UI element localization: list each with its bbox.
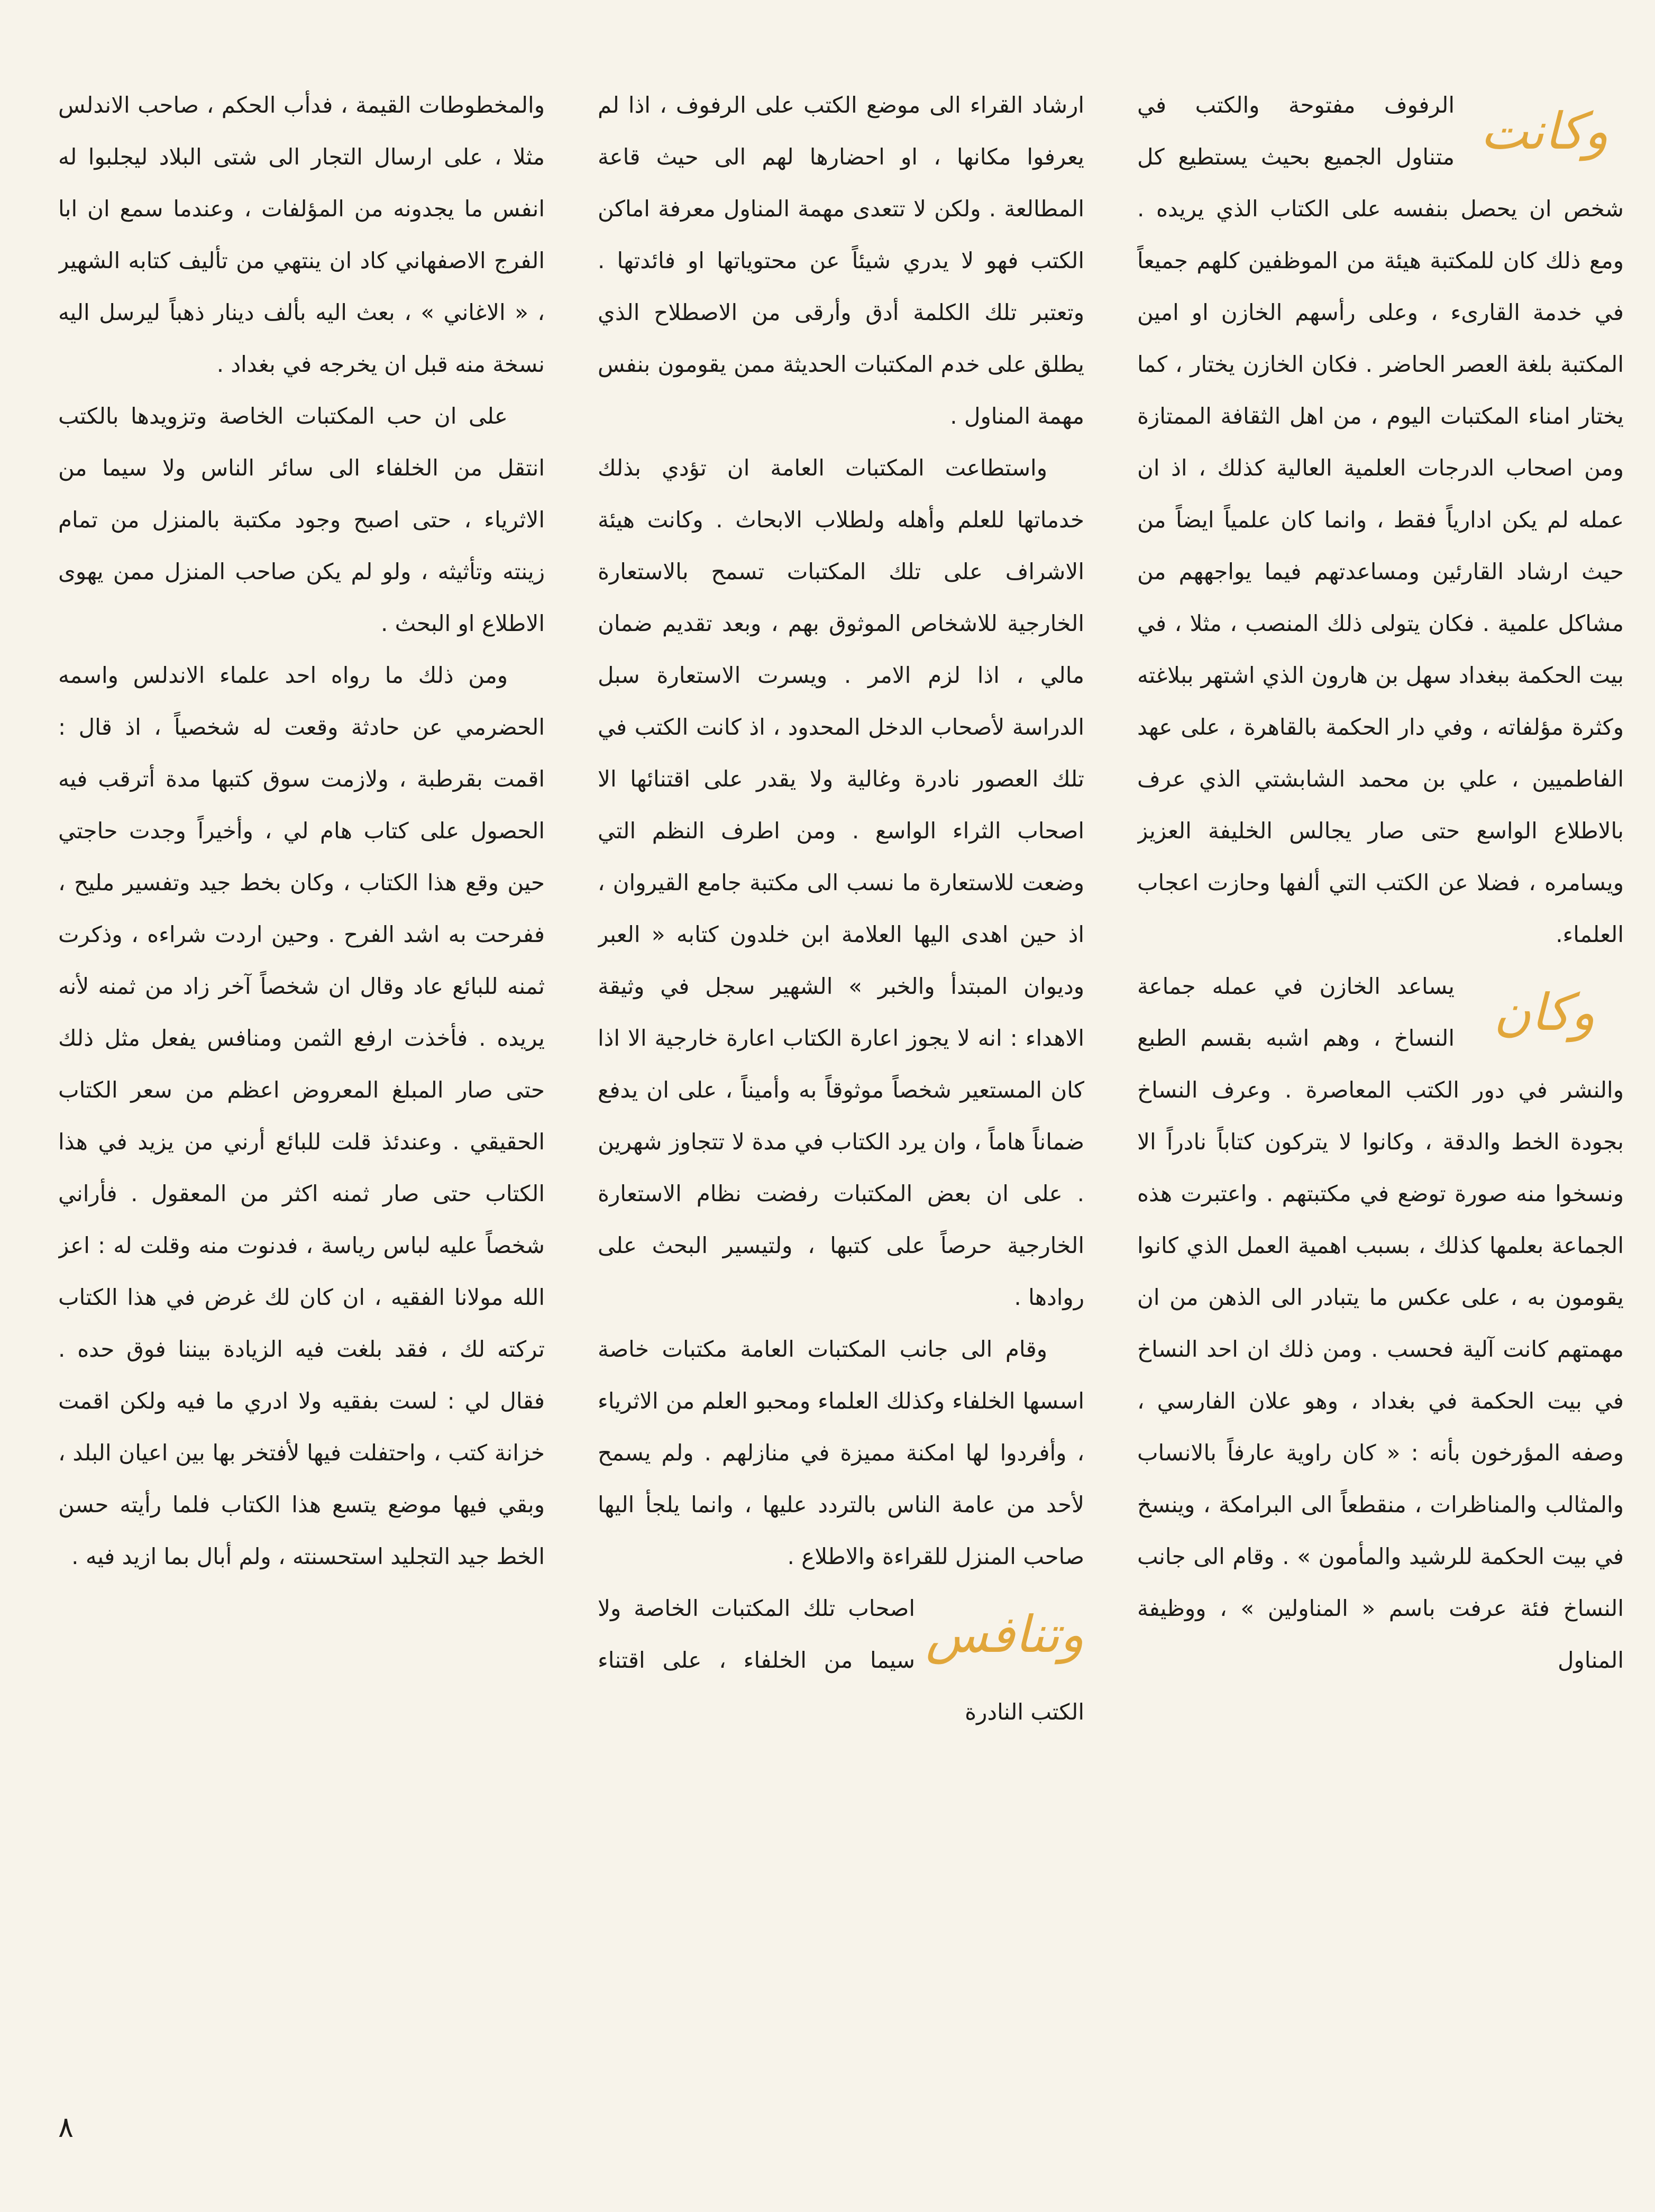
text-column-left (58, 79, 545, 2089)
text-column-middle (598, 79, 1084, 2089)
page-number: ٨ (58, 2110, 74, 2144)
paragraph: والمخطوطات القيمة ، فدأب الحكم ، صاحب الاندلس مثلا ، على ارسال التجار الى شتى البلاد ليجلبوا له انفس ما يجدونه من المؤلفات ، وعندما سمع ان ابا الفرج الاصفهاني كاد ان ينتهي من تأليف كتابه الشهير ، « الاغاني » ، بعث اليه بألف دينار ذهباً ليرسل اليه نسخة منه قبل ان يخرجه في بغداد . (58, 92, 545, 377)
decorative-initial-word: وتنافس (926, 1605, 1084, 1664)
paragraph: اصحاب تلك المكتبات الخاصة ولا سيما من الخلفاء ، على اقتناء الكتب النادرة (598, 1595, 1084, 1725)
paragraph: ومن ذلك ما رواه احد علماء الاندلس واسمه الحضرمي عن حادثة وقعت له شخصياً ، اذ قال : اقمت بقرطبة ، ولازمت سوق كتبها مدة أترقب فيه الحصول على كتاب هام لي ، وأخيراً وجدت حاجتي حين وقع هذا الكتاب ، وكان بخط جيد وتفسير مليح ، ففرحت به اشد الفرح . وحين اردت شراءه ، وذكرت ثمنه للبائع عاد وقال ان شخصاً آخر زاد من ثمنه لأنه يريده . فأخذت ارفع الثمن ومنافس يفعل مثل ذلك حتى صار المبلغ المعروض اعظم من سعر الكتاب الحقيقي . وعندئذ قلت للبائع أرني من يزيد في هذا الكتاب حتى صار ثمنه اكثر من المعقول . فأراني شخصاً عليه لباس رياسة ، فدنوت منه وقلت له : اعز الله مولانا الفقيه ، ان كان لك غرض في هذا الكتاب تركته لك ، فقد بلغت فيه الزيادة بيننا فوق حده . فقال لي : لست بفقيه ولا ادري ما فيه ولكن اقمت خزانة كتب ، واحتفلت فيها لأفتخر بها بين اعيان البلد ، وبقي فيها موضع يتسع هذا الكتاب فلما رأيته حسن الخط جيد التجليد استحسنته ، ولم أبال بما ازيد فيه . (58, 662, 545, 1569)
text-column-right (1137, 79, 1624, 2089)
paragraph: على ان حب المكتبات الخاصة وتزويدها بالكتب انتقل من الخلفاء الى سائر الناس ولا سيما من الاثرياء ، حتى اصبح وجود مكتبة بالمنزل من تمام زينته وتأثيثه ، ولو لم يكن صاحب المنزل ممن يهوى الاطلاع او البحث . (58, 403, 545, 636)
paragraph: يساعد الخازن في عمله جماعة النساخ ، وهم اشبه بقسم الطبع والنشر في دور الكتب المعاصرة . وعرف النساخ بجودة الخط والدقة ، وكانوا لا يتركون كتاباً نادراً الا ونسخوا منه صورة توضع في مكتبتهم . واعتبرت هذه الجماعة بعلمها كذلك ، بسبب اهمية العمل الذي كانوا يقومون به ، على عكس ما يتبادر الى الذهن من ان مهمتهم كانت آلية فحسب . ومن ذلك ان احد النساخ في بيت الحكمة في بغداد ، وهو علان الفارسي ، وصفه المؤرخون بأنه : « كان راوية عارفاً بالانساب والمثالب والمناظرات ، منقطعاً الى البرامكة ، وينسخ في بيت الحكمة للرشيد والمأمون » . وقام الى جانب النساخ فئة عرفت باسم « المناولين » ، ووظيفة المناول (1137, 973, 1624, 1673)
paragraph: الرفوف مفتوحة والكتب في متناول الجميع بحيث يستطيع كل شخص ان يحصل بنفسه على الكتاب الذي يريده . ومع ذلك كان للمكتبة هيئة من الموظفين كلهم جميعاً في خدمة القارىء ، وعلى رأسهم الخازن او امين المكتبة بلغة العصر الحاضر . فكان الخازن يختار ، كما يختار امناء المكتبات اليوم ، من اهل الثقافة الممتازة ومن اصحاب الدرجات العلمية العالية كذلك ، اذ ان عمله لم يكن ادارياً فقط ، وانما كان علمياً ايضاً من حيث ارشاد القارئين ومساعدتهم فيما يواجههم من مشاكل علمية . فكان يتولى ذلك المنصب ، مثلا ، في بيت الحكمة ببغداد سهل بن هارون الذي اشتهر ببلاغته وكثرة مؤلفاته ، وفي دار الحكمة بالقاهرة ، على عهد الفاطميين ، علي بن محمد الشابشتي الذي عرف بالاطلاع الواسع حتى صار يجالس الخليفة العزيز ويسامره ، فضلا عن الكتب التي ألفها وحازت اعجاب العلماء. (1137, 92, 1624, 947)
paragraph: وقام الى جانب المكتبات العامة مكتبات خاصة اسسها الخلفاء وكذلك العلماء ومحبو العلم من الاثرياء ، وأفردوا لها امكنة مميزة في منازلهم . ولم يسمح لأحد من عامة الناس بالتردد عليها ، وانما يلجأ اليها صاحب المنزل للقراءة والاطلاع . (598, 1336, 1084, 1569)
decorative-initial-word: وكانت (1480, 102, 1609, 161)
paragraph: واستطاعت المكتبات العامة ان تؤدي بذلك خدماتها للعلم وأهله ولطلاب الابحاث . وكانت هيئة الاشراف على تلك المكتبات تسمح بالاستعارة الخارجية للاشخاص الموثوق بهم ، وبعد تقديم ضمان مالي ، اذا لزم الامر . ويسرت الاستعارة سبل الدراسة لأصحاب الدخل المحدود ، اذ كانت الكتب في تلك العصور نادرة وغالية ولا يقدر على اقتنائها الا اصحاب الثراء الواسع . ومن اطرف النظم التي وضعت للاستعارة ما نسب الى مكتبة جامع القيروان ، اذ حين اهدى اليها العلامة ابن خلدون كتابه « العبر وديوان المبتدأ والخبر » الشهير سجل في وثيقة الاهداء : انه لا يجوز اعارة الكتاب اعارة خارجية الا اذا كان المستعير شخصاً موثوقاً به وأميناً ، على ان يدفع ضماناً هاماً ، وان يرد الكتاب في مدة لا تتجاوز شهرين . على ان بعض المكتبات رفضت نظام الاستعارة الخارجية حرصاً على كتبها ، ولتيسير البحث على روادها . (598, 455, 1084, 1310)
paragraph: ارشاد القراء الى موضع الكتب على الرفوف ، اذا لم يعرفوا مكانها ، او احضارها لهم الى حيث قاعة المطالعة . ولكن لا تتعدى مهمة المناول معرفة اماكن الكتب فهو لا يدري شيئاً عن محتوياتها او فائدتها . وتعتبر تلك الكلمة أدق وأرقى من الاصطلاح الذي يطلق على خدم المكتبات الحديثة ممن يقومون بنفس مهمة المناول . (598, 92, 1084, 429)
decorative-initial-word: وكان (1494, 983, 1595, 1042)
